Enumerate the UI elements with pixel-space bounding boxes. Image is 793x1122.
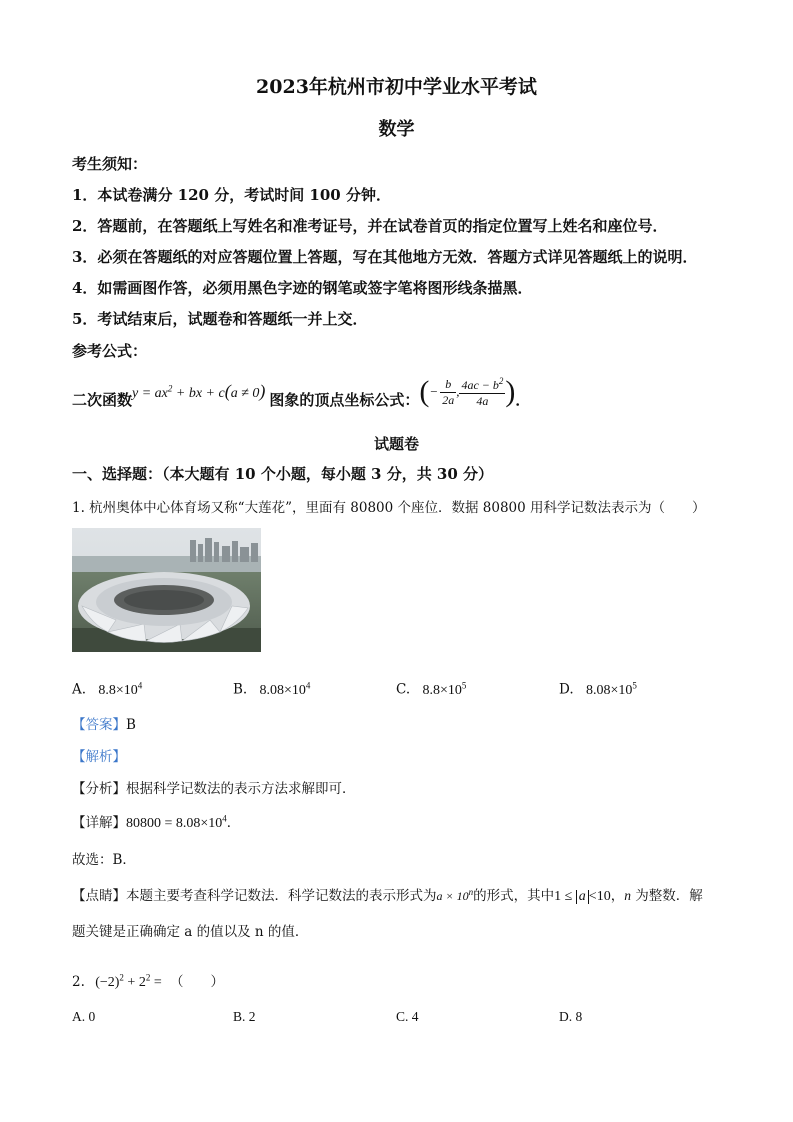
comment-part-d: 为整数．解: [635, 888, 703, 904]
comment-line-1: 【点睛】本题主要考查科学记数法．科学记数法的表示形式为$a \times 10^n$的形式，其中1 ≤ a <10，n 为整数．解: [72, 887, 703, 904]
q2-option-b[interactable]: B. 2: [233, 1009, 256, 1024]
analysis-tag: 【解析】: [72, 749, 126, 765]
q1-option-c-label: C.: [396, 681, 411, 698]
analysis-text: 【分析】根据科学记数法的表示方法求解即可．: [72, 781, 356, 797]
subject-title: 数学: [378, 119, 415, 140]
notice-item-5: 5．考试结束后，试题卷和答题纸一并上交．: [72, 310, 368, 328]
stadium-image: [72, 528, 261, 652]
q1-option-c-exp: 5: [461, 680, 467, 690]
section-label: 试题卷: [373, 435, 419, 453]
formula-end: ．: [515, 390, 531, 409]
q1-option-b-exp: 4: [305, 680, 311, 690]
q1-option-c-value: 8.8×10: [422, 682, 462, 698]
comment-part-b: 的形式，其中: [473, 888, 555, 904]
q2-option-d[interactable]: D. 8: [559, 1009, 583, 1024]
q1-option-b[interactable]: [233, 680, 310, 699]
q1-answer: [72, 713, 136, 733]
comment-part-c: ，: [610, 888, 625, 904]
detail-tag: 【详解】: [72, 815, 126, 831]
question-1-stem: 1. 杭州奥体中心体育场又称“大莲花”，里面有 80800 个座位．数据 80800 用科学记数法表示为（ ）: [72, 500, 706, 516]
comment-part-a: 【点睛】本题主要考查科学记数法．科学记数法的表示形式为: [72, 888, 437, 904]
q1-option-a-exp: 4: [137, 680, 143, 690]
q1-option-d-exp: 5: [632, 680, 637, 690]
q1-option-d-value: 8.08×10: [585, 682, 633, 698]
answer-value: B: [126, 717, 136, 733]
stadium-photo: [72, 528, 261, 652]
quadratic-expression: $y = ax^2$ + bx + c(a ≠ 0): [132, 380, 266, 401]
page-title: 2023年杭州市初中学业水平考试: [256, 76, 537, 98]
question-2-expression: $(-2)^2 + 2^2$ =: [95, 972, 162, 990]
question-2-blank: （ ）: [170, 974, 225, 990]
detail-end: ．: [226, 815, 241, 831]
notice-item-1: 1．本试卷满分 120 分，考试时间 100 分钟．: [72, 186, 391, 204]
question-2-stem: [72, 970, 224, 991]
notice-item-3: 3．必须在答题纸的对应答题位置上答题，写在其他地方无效．答题方式详见答题纸上的说明．: [72, 248, 698, 266]
range-condition: 1 ≤ a <10: [554, 889, 611, 904]
q1-option-d-label: D.: [559, 681, 574, 698]
detail-line: [72, 811, 240, 832]
notice-heading: 考生须知：: [72, 155, 148, 173]
detail-expression: 80800 = 8.08×10: [126, 816, 223, 831]
section-title: 一、选择题：（本大题有 10 个小题，每小题 3 分，共 30 分）: [72, 465, 494, 483]
notice-item-4: 4．如需画图作答，必须用黑色字迹的钢笔或签字笔将图形线条描黑．: [72, 279, 533, 297]
q2-option-c[interactable]: C. 4: [396, 1009, 419, 1024]
formula-heading: 参考公式：: [72, 342, 148, 360]
question-2-number: 2.: [72, 974, 85, 990]
q1-option-c[interactable]: [396, 680, 466, 699]
notice-item-2: 2．答题前，在答题纸上写姓名和准考证号，并在试卷首页的指定位置写上姓名和座位号．: [72, 217, 668, 235]
detail-exponent: 4: [222, 813, 227, 824]
vertex-coordinates: ( − $\frac{b}{2a}$ , $\frac{4ac - b^2}{4a}$ ): [419, 375, 516, 408]
sci-notation-form: $a \times 10^n$: [436, 887, 474, 903]
q1-option-b-label: B.: [233, 681, 248, 698]
q1-option-a[interactable]: [72, 680, 142, 699]
formula-middle: 图象的顶点坐标公式：: [269, 390, 420, 409]
q2-option-a[interactable]: A. 0: [72, 1009, 96, 1024]
q1-option-b-value: 8.08×10: [259, 682, 306, 698]
vertex-formula: [72, 375, 531, 416]
q1-option-d[interactable]: [559, 680, 637, 699]
formula-prefix: 二次函数: [72, 390, 133, 409]
choose-line: 故选：B．: [72, 852, 136, 868]
answer-tag: 【答案】: [72, 717, 126, 733]
q1-option-a-label: A.: [72, 681, 87, 698]
comment-line-2: 题关键是正确确定 a 的值以及 n 的值．: [72, 924, 309, 940]
q1-option-a-value: 8.8×10: [98, 682, 138, 698]
